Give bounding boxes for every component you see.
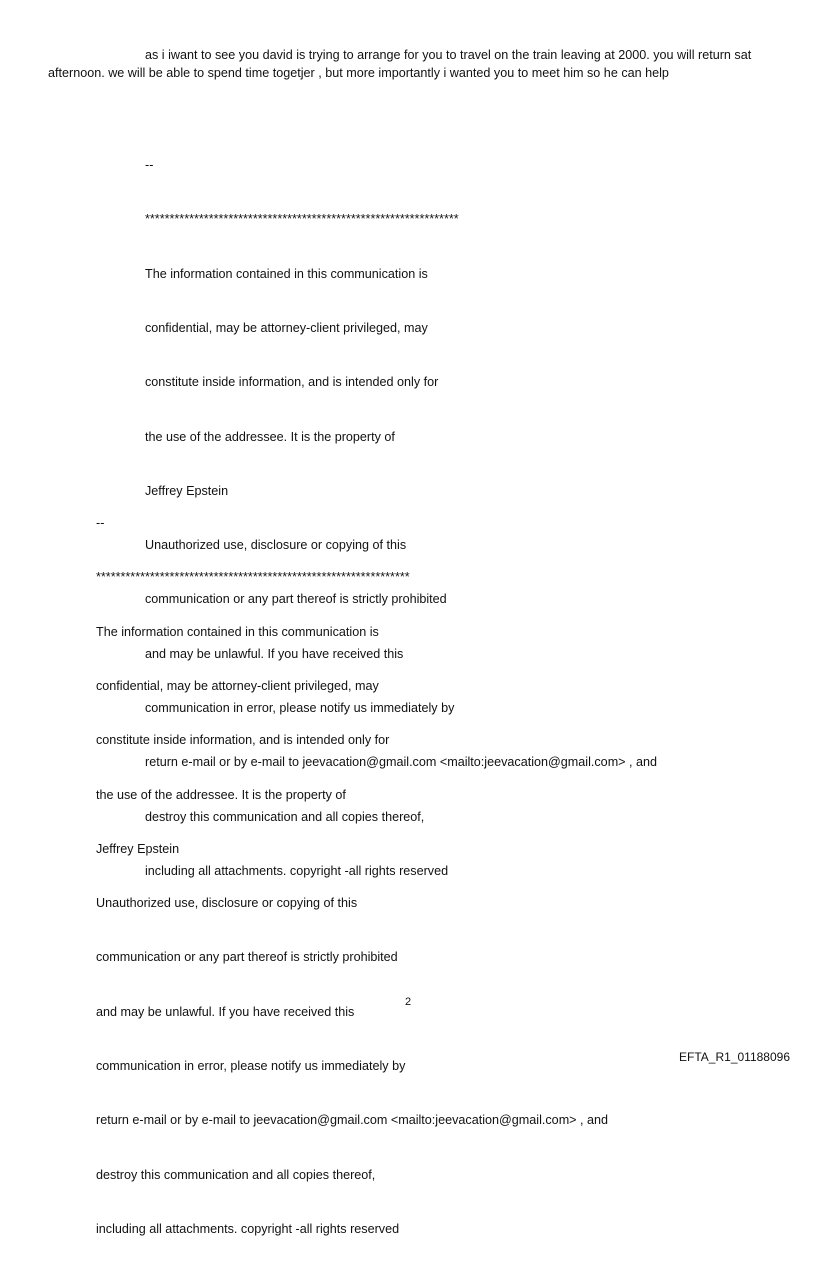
disclaimer-line: communication or any part thereof is strictly prohibited bbox=[96, 950, 398, 965]
disclaimer-line: confidential, may be attorney-client privileged, may bbox=[145, 321, 428, 336]
disclaimer-line: communication in error, please notify us immediately by bbox=[96, 1059, 406, 1073]
disclaimer-line: return e-mail or by e-mail to jeevacation@gmail.com <mailto:jeevacation@gmail.com> , and bbox=[96, 1113, 609, 1128]
disclaimer-line: communication in error, please notify us immediately by bbox=[145, 701, 455, 715]
disclaimer-line: destroy this communication and all copies thereof, bbox=[96, 1167, 376, 1182]
disclaimer-line: Jeffrey Epstein bbox=[145, 483, 229, 498]
message-body bbox=[48, 46, 778, 82]
confidentiality-disclaimer bbox=[96, 478, 608, 1274]
disclaimer-line: Unauthorized use, disclosure or copying of this bbox=[145, 538, 407, 553]
disclaimer-line: including all attachments. copyright -all rights reserved bbox=[145, 863, 449, 878]
disclaimer-line: return e-mail or by e-mail to jeevacation@gmail.com <mailto:jeevacation@gmail.com> , and bbox=[145, 755, 658, 770]
message-body-text: as i iwant to see you david is trying to arrange for you to travel on the train leaving at 2000. you will return sat afternoon. we will be able to spend time togetjer , but more importantly i wanted you to meet him so he can help bbox=[48, 48, 752, 80]
disclaimer-line: Jeffrey Epstein bbox=[96, 841, 180, 856]
disclaimer-line: constitute inside information, and is intended only for bbox=[96, 733, 390, 748]
disclaimer-line: confidential, may be attorney-client privileged, may bbox=[96, 679, 379, 694]
disclaimer-line: destroy this communication and all copies thereof, bbox=[145, 809, 425, 824]
page-number: 2 bbox=[404, 996, 412, 1008]
disclaimer-line: and may be unlawful. If you have received this bbox=[145, 646, 404, 661]
disclaimer-line: and may be unlawful. If you have received this bbox=[96, 1004, 355, 1019]
disclaimer-line: Unauthorized use, disclosure or copying of this bbox=[96, 896, 358, 911]
disclaimer-line: the use of the addressee. It is the property of bbox=[96, 787, 346, 802]
disclaimer-line: the use of the addressee. It is the property of bbox=[145, 429, 395, 444]
disclaimer-line: The information contained in this communication is bbox=[145, 266, 428, 281]
disclaimer-line: communication or any part thereof is strictly prohibited bbox=[145, 592, 447, 607]
disclaimer-line: -- bbox=[96, 516, 105, 531]
disclaimer-line: **************************************************************** bbox=[145, 212, 459, 227]
disclaimer-line: **************************************************************** bbox=[96, 570, 410, 585]
disclaimer-line: constitute inside information, and is intended only for bbox=[145, 375, 439, 390]
disclaimer-line: The information contained in this communication is bbox=[96, 624, 379, 639]
disclaimer-line: including all attachments. copyright -all rights reserved bbox=[96, 1221, 400, 1236]
disclaimer-line: -- bbox=[145, 158, 154, 173]
bates-number: EFTA_R1_01188096 bbox=[679, 1050, 790, 1064]
